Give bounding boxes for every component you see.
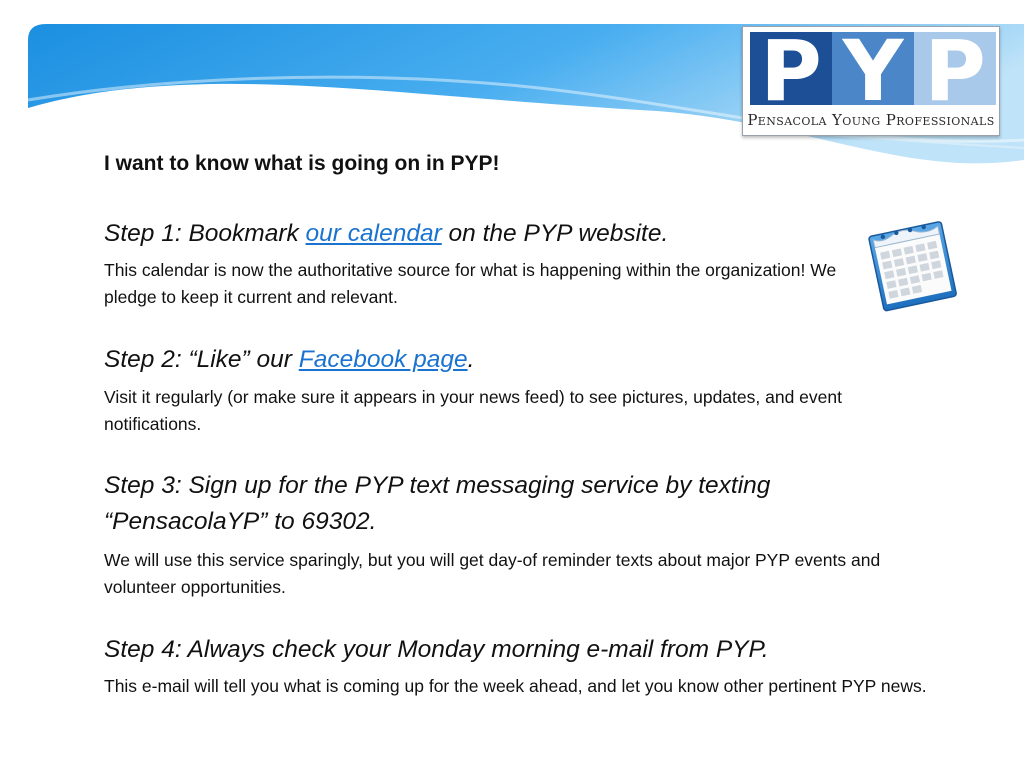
- step-1-prefix: Step 1: Bookmark: [104, 220, 306, 247]
- step-1-suffix: on the PYP website.: [441, 220, 669, 247]
- step-3-title: Step 3: Sign up for the PYP text messaging service by texting “PensacolaYP” to 69302.: [104, 472, 771, 535]
- step-4-body: This e-mail will tell you what is coming up for the week ahead, and let you know other pertinent PYP news.: [104, 676, 927, 696]
- pyp-logo: [742, 26, 1000, 136]
- step-2-body: Visit it regularly (or make sure it appears in your news feed) to see pictures, updates, and event notifications.: [104, 387, 842, 434]
- pyp-letters-logo: [750, 32, 996, 105]
- step-3-body: We will use this service sparingly, but you will get day-of reminder texts about major PYP events and volunteer opportunities.: [104, 550, 881, 597]
- facebook-page-link[interactable]: Facebook page: [298, 346, 468, 373]
- logo-letter-p1: P: [760, 32, 822, 105]
- step-2-suffix: .: [467, 346, 475, 373]
- calendar-link[interactable]: our calendar: [305, 220, 442, 247]
- step-2-title: [104, 342, 934, 378]
- step-1-body: This calendar is now the authoritative source for what is happening within the organization! We pledge to keep it current and relevant.: [104, 260, 837, 307]
- calendar-icon: [864, 218, 966, 316]
- step-4-title: Step 4: Always check your Monday morning e-mail from PYP.: [104, 636, 769, 663]
- step-1-title: [104, 216, 934, 252]
- logo-letter-y: Y: [842, 32, 904, 105]
- page-heading: I want to know what is going on in PYP!: [104, 152, 500, 175]
- logo-letter-p2: P: [924, 32, 986, 105]
- step-2-prefix: Step 2: “Like” our: [104, 346, 299, 373]
- logo-tagline: Pensacola Young Professionals: [747, 111, 995, 129]
